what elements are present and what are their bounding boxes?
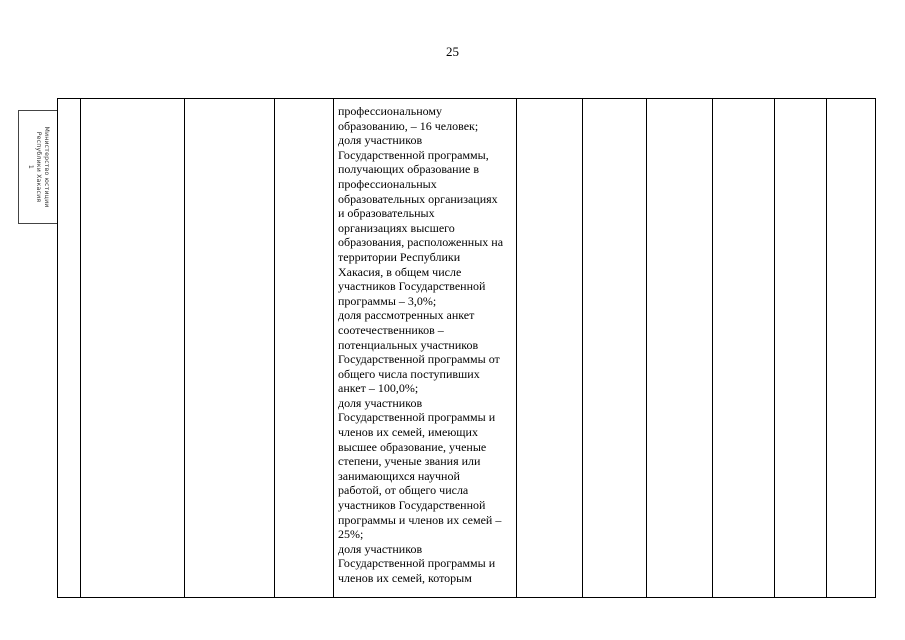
text-line: занимающихся научной xyxy=(338,468,460,483)
text-line: профессиональных xyxy=(338,176,437,191)
text-line: Государственной программы и xyxy=(338,410,496,425)
table-cell xyxy=(775,99,827,598)
text-line: программы и членов их семей – xyxy=(338,512,502,527)
text-line: членов их семей, которым xyxy=(338,571,472,585)
text-line: соотечественников – xyxy=(338,322,444,337)
text-line: участников Государственной xyxy=(338,498,486,513)
text-line: доля участников xyxy=(338,133,423,148)
registration-stamp xyxy=(18,110,58,224)
text-line: Государственной программы и xyxy=(338,556,496,571)
text-line: общего числа поступивших xyxy=(338,366,480,381)
text-line: членов их семей, имеющих xyxy=(338,425,478,440)
text-line: профессиональному xyxy=(338,104,442,118)
text-line: высшее образование, ученые xyxy=(338,439,487,454)
table-cell xyxy=(185,99,275,598)
text-line: образования, расположенных на xyxy=(338,235,504,250)
text-line: участников Государственной xyxy=(338,279,486,294)
text-line: доля участников xyxy=(338,541,423,556)
text-line: работой, от общего числа xyxy=(338,483,469,498)
text-line: степени, ученые звания или xyxy=(338,454,481,469)
text-line: Государственной программы от xyxy=(338,352,500,367)
text-line: образовательных организациях xyxy=(338,191,498,206)
table-cell xyxy=(827,99,876,598)
text-line: доля рассмотренных анкет xyxy=(338,308,475,323)
table-row xyxy=(58,99,876,598)
table-cell-indicators xyxy=(334,99,517,598)
document-table xyxy=(57,98,876,598)
text-line: 25%; xyxy=(338,527,364,542)
text-line: Государственной программы, xyxy=(338,147,489,162)
text-line: и образовательных xyxy=(338,206,435,221)
text-line: образованию, – 16 человек; xyxy=(338,118,479,133)
text-line: организациях высшего xyxy=(338,220,455,235)
text-line: программы – 3,0%; xyxy=(338,293,437,308)
table-cell xyxy=(81,99,185,598)
indicators-text xyxy=(334,99,516,586)
table-cell xyxy=(713,99,775,598)
table-cell xyxy=(58,99,81,598)
stamp-text xyxy=(26,112,50,222)
text-line: доля участников xyxy=(338,395,423,410)
stamp-line: 1 xyxy=(27,164,34,170)
text-line: анкет – 100,0%; xyxy=(338,381,419,396)
table-cell xyxy=(583,99,647,598)
page-number: 25 xyxy=(446,44,459,59)
text-line: Хакасия, в общем числе xyxy=(338,264,462,279)
text-line: территории Республики xyxy=(338,249,461,264)
table-cell xyxy=(647,99,713,598)
stamp-line: Министерство юстиции xyxy=(43,126,50,208)
stamp-line: Республики Хакасия xyxy=(35,131,42,203)
table-cell xyxy=(517,99,583,598)
text-line: потенциальных участников xyxy=(338,337,479,352)
table-cell xyxy=(275,99,334,598)
text-line: получающих образование в xyxy=(338,162,480,177)
